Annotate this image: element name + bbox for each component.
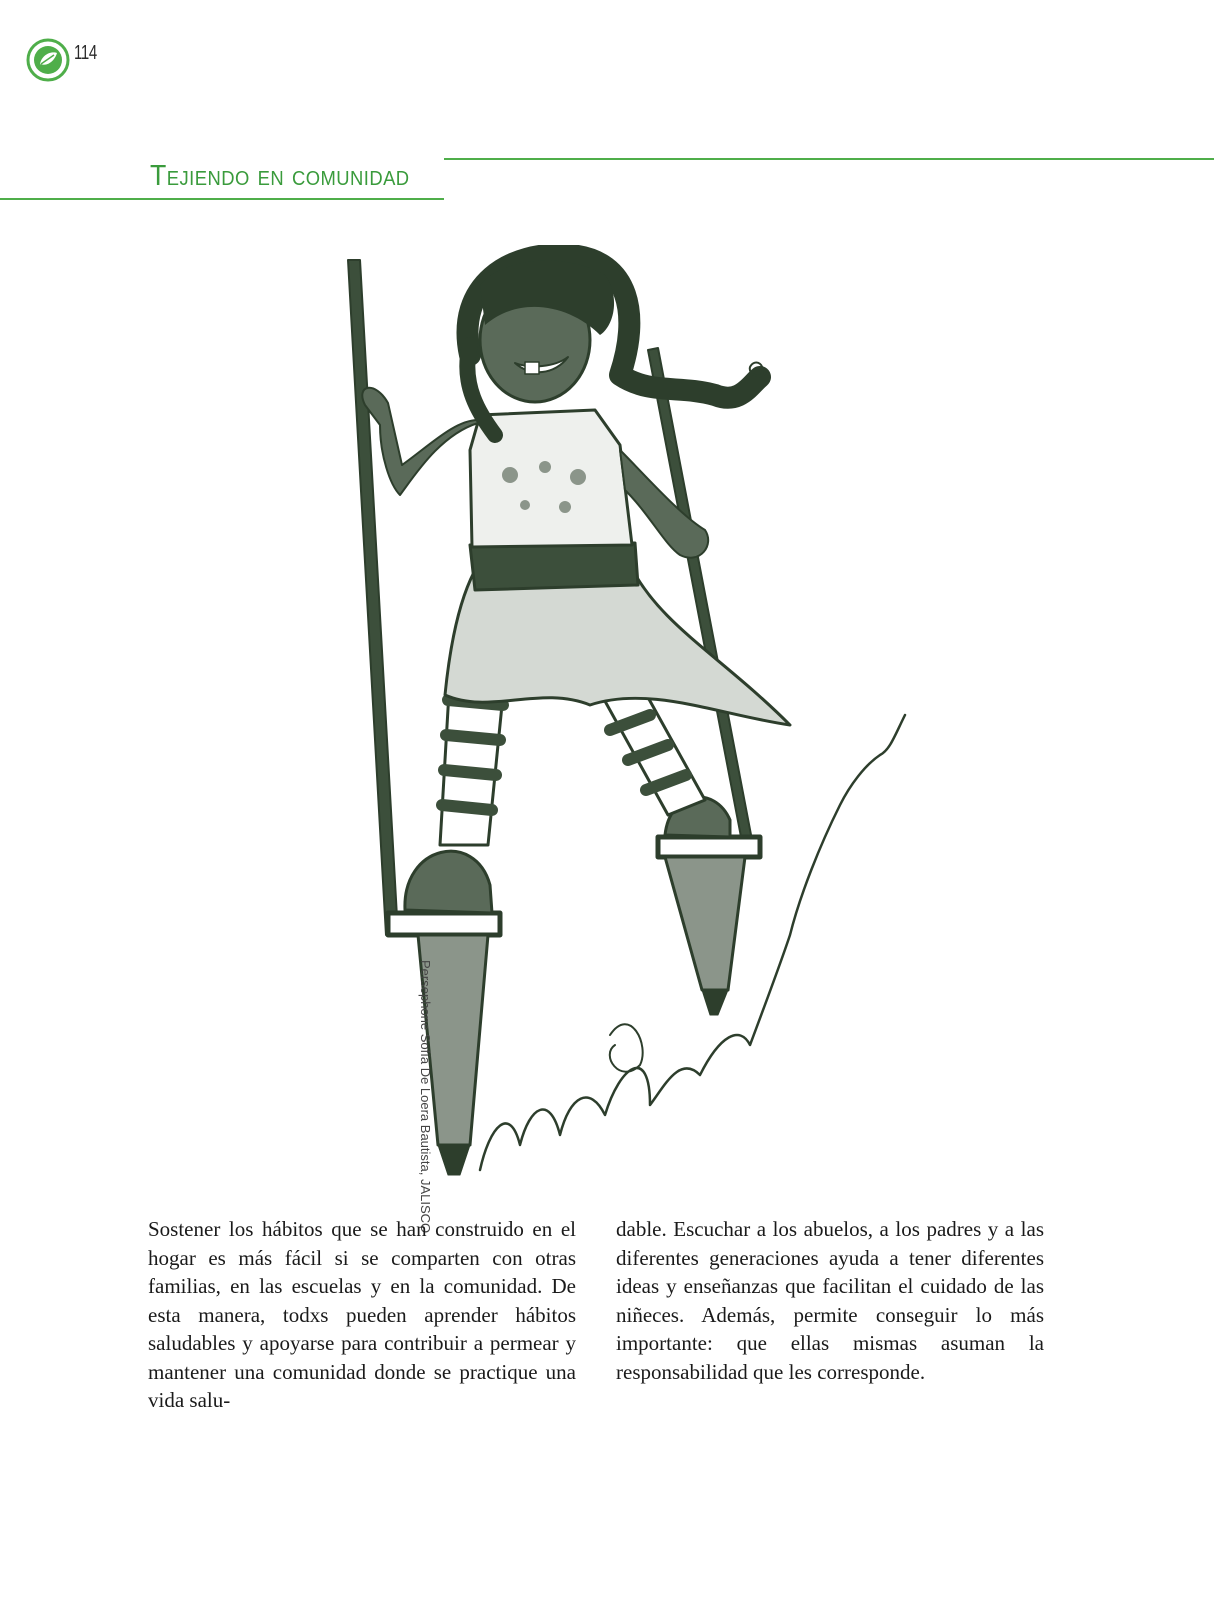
header-rule-bottom	[0, 198, 444, 200]
paragraph-right: dable. Escuchar a los abuelos, a los padres y a las diferentes generaciones ayuda a tener diferentes ideas y enseñanzas que facilitan el cuidado de las niñeces. Además, permite conseguir lo más importante: que ellas mismas asuman la responsabilidad que les corresponde.	[616, 1217, 1044, 1384]
body-column-left	[148, 1215, 576, 1415]
paragraph-left: Sostener los hábitos que se han construido en el hogar es más fácil si se comparten con otras familias, en las escuelas y en la comunidad. De esta manera, todxs pueden aprender hábitos saludables y apoyarse para contribuir a permear y mantener una comunidad donde se practique una vida salu-	[148, 1217, 576, 1412]
header-rule-top	[444, 158, 1214, 160]
page-number: 114	[74, 42, 97, 64]
body-column-right	[616, 1215, 1044, 1386]
girl-on-stilts-drawing	[320, 245, 920, 1185]
section-title: Tejiendo en comunidad	[150, 160, 410, 192]
leaf-circle-icon	[26, 38, 70, 82]
illustration-credit: Persephone Sofía De Loera Bautista, JALISCO	[418, 960, 433, 1234]
